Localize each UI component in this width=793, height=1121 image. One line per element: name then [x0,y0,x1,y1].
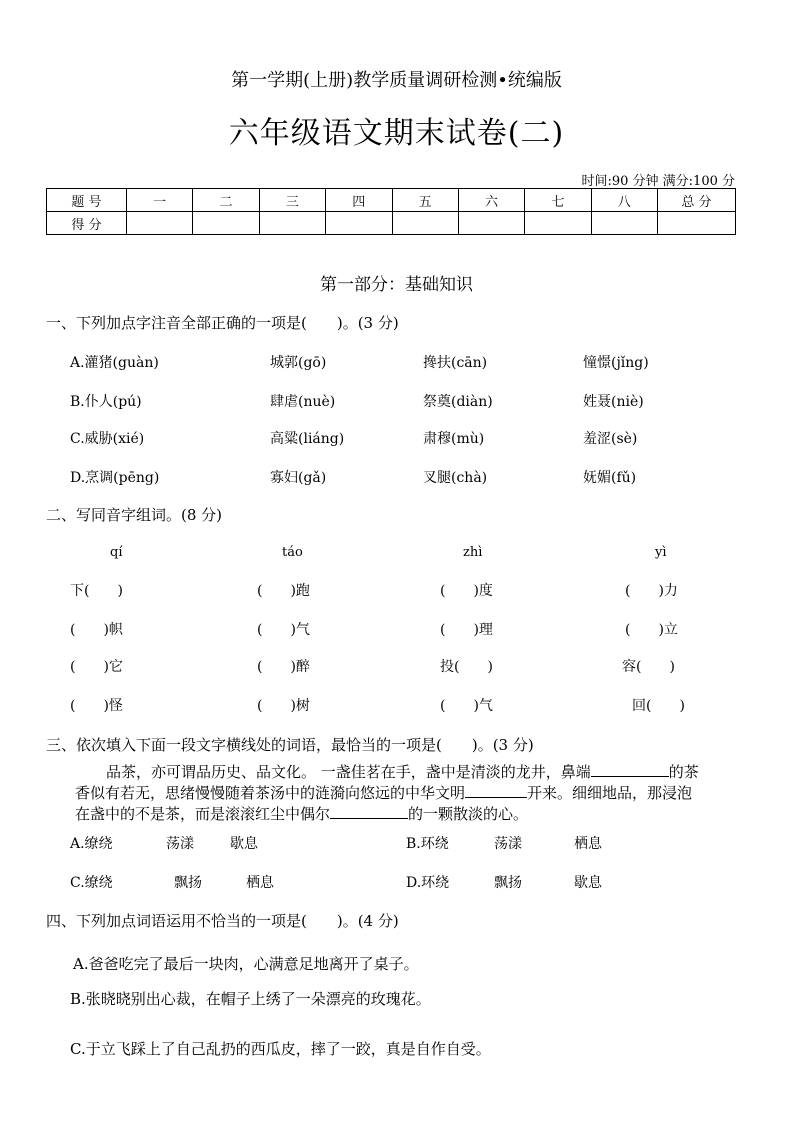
score-table-cell: 四 [326,189,392,212]
question-3-title: 三、依次填入下面一段文字横线处的词语，最恰当的一项是( )。(3 分) [46,736,534,754]
q3-option-word: 荡漾 [166,836,194,852]
question-4-title: 四、下列加点词语运用不恰当的一项是( )。(4 分) [46,912,399,930]
q1-option: C.威胁(xié) [70,431,145,447]
q1-option: 寡妇(gǎ) [270,470,327,486]
question-2-title: 二、写同音字组词。(8 分) [46,506,223,524]
q1-option: 羞涩(sè) [583,431,638,447]
q1-option: 肆虐(nuè) [270,394,336,410]
q2-item: 容( ) [622,659,675,675]
score-table-cell: 二 [193,189,259,212]
q2-item: 回( ) [632,698,685,714]
score-table-score-row [47,212,736,235]
score-label: 得 分 [47,212,127,235]
q3-passage-text: 开来。细细地品，那浸泡 [527,784,693,802]
answer-blank[interactable] [330,804,408,819]
q2-item: ( )树 [257,698,310,714]
q3-option-word: C.缭绕 [70,875,113,891]
q2-pinyin: yì [655,545,667,560]
score-table-cell: 题 号 [47,189,127,212]
answer-blank[interactable] [591,762,669,777]
q3-option-word: 歇息 [230,836,258,852]
q4-option: B.张晓晓别出心裁，在帽子上绣了一朵漂亮的玫瑰花。 [70,990,431,1008]
q2-item: ( )力 [625,583,678,599]
q1-option: 肃穆(mù) [423,431,485,447]
score-table-cell: 六 [458,189,524,212]
q2-item: ( )帜 [70,622,123,638]
q2-pinyin: zhì [463,545,483,560]
q3-option-word: 歇息 [574,875,602,891]
q3-passage-text: 的茶 [668,763,699,781]
score-input-cell[interactable] [127,212,193,235]
q3-passage-text: 在盏中的不是茶，而是滚滚红尘中偶尔 [75,805,331,823]
q3-option-word: D.环绕 [406,875,450,891]
q1-option: B.仆人(pú) [70,394,142,410]
q2-item: ( )立 [625,622,678,638]
q3-option-word: 荡漾 [494,836,522,852]
score-table [46,188,736,235]
q1-option: 憧憬(jǐng) [583,355,649,371]
q2-item: ( )气 [257,622,310,638]
q2-item: 下( ) [70,583,123,599]
q3-option-word: 栖息 [574,836,602,852]
score-table-cell: 总 分 [658,189,736,212]
q3-passage-text: 的一颗散淡的心。 [408,805,529,823]
score-table-cell: 七 [525,189,591,212]
score-input-cell[interactable] [259,212,325,235]
q1-option: 叉腿(chà) [423,470,488,486]
score-table-cell: 八 [591,189,657,212]
q2-pinyin: táo [282,545,303,560]
q1-option: 姓聂(niè) [583,394,644,410]
q3-option-word: A.缭绕 [70,836,113,852]
exam-subtitle: 第一学期(上册)教学质量调研检测•统编版 [231,70,562,91]
question-1-title: 一、下列加点字注音全部正确的一项是( )。(3 分) [46,314,399,332]
score-input-cell[interactable] [392,212,458,235]
q1-option: 妩媚(fǔ) [583,470,637,486]
q2-pinyin: qí [110,545,123,560]
score-table-cell: 三 [259,189,325,212]
score-table-cell: 一 [127,189,193,212]
q2-item: ( )跑 [257,583,310,599]
q3-passage-text: 香似有若无，思绪慢慢随着茶汤中的涟漪向悠远的中华文明 [75,784,466,802]
exam-title: 六年级语文期末试卷(二) [228,116,565,151]
score-input-cell[interactable] [591,212,657,235]
q3-passage-line [75,783,692,804]
q2-item: ( )它 [70,659,123,675]
score-input-cell[interactable] [525,212,591,235]
q3-option-word: 飘扬 [174,875,202,891]
score-input-cell[interactable] [193,212,259,235]
q2-item: ( )怪 [70,698,123,714]
q3-passage-line [75,804,528,825]
q1-option: 祭奠(diàn) [423,394,493,410]
q2-item: 投( ) [440,659,493,675]
section-title: 第一部分：基础知识 [320,275,473,295]
q1-option: A.灌猪(guàn) [70,355,159,371]
score-input-cell[interactable] [658,212,736,235]
q2-item: ( )理 [440,622,493,638]
q4-option: A.爸爸吃完了最后一块肉，心满意足地离开了桌子。 [73,955,419,973]
q3-option-word: 栖息 [246,875,274,891]
q3-option-word: 飘扬 [494,875,522,891]
q2-item: ( )醉 [257,659,310,675]
answer-blank[interactable] [465,783,527,798]
q3-option-word: B.环绕 [406,836,449,852]
q1-option: 城郭(gō) [270,355,327,371]
q2-item: ( )度 [440,583,493,599]
q1-option: 高粱(liáng) [270,431,345,447]
score-input-cell[interactable] [458,212,524,235]
q1-option: D.烹调(pēng) [70,470,160,486]
q1-option: 搀扶(cān) [423,355,488,371]
score-table-header-row [47,189,736,212]
q3-passage-text: 品茶，亦可谓品历史、品文化。 一盏佳茗在手，盏中是清淡的龙井，鼻端 [106,763,591,781]
score-table-cell: 五 [392,189,458,212]
score-input-cell[interactable] [326,212,392,235]
time-info: 时间:90 分钟 满分:100 分 [581,174,735,189]
q3-passage-line [106,762,699,783]
q4-option: C.于立飞踩上了自己乱扔的西瓜皮，摔了一跤，真是自作自受。 [70,1040,491,1058]
q2-item: ( )气 [440,698,493,714]
